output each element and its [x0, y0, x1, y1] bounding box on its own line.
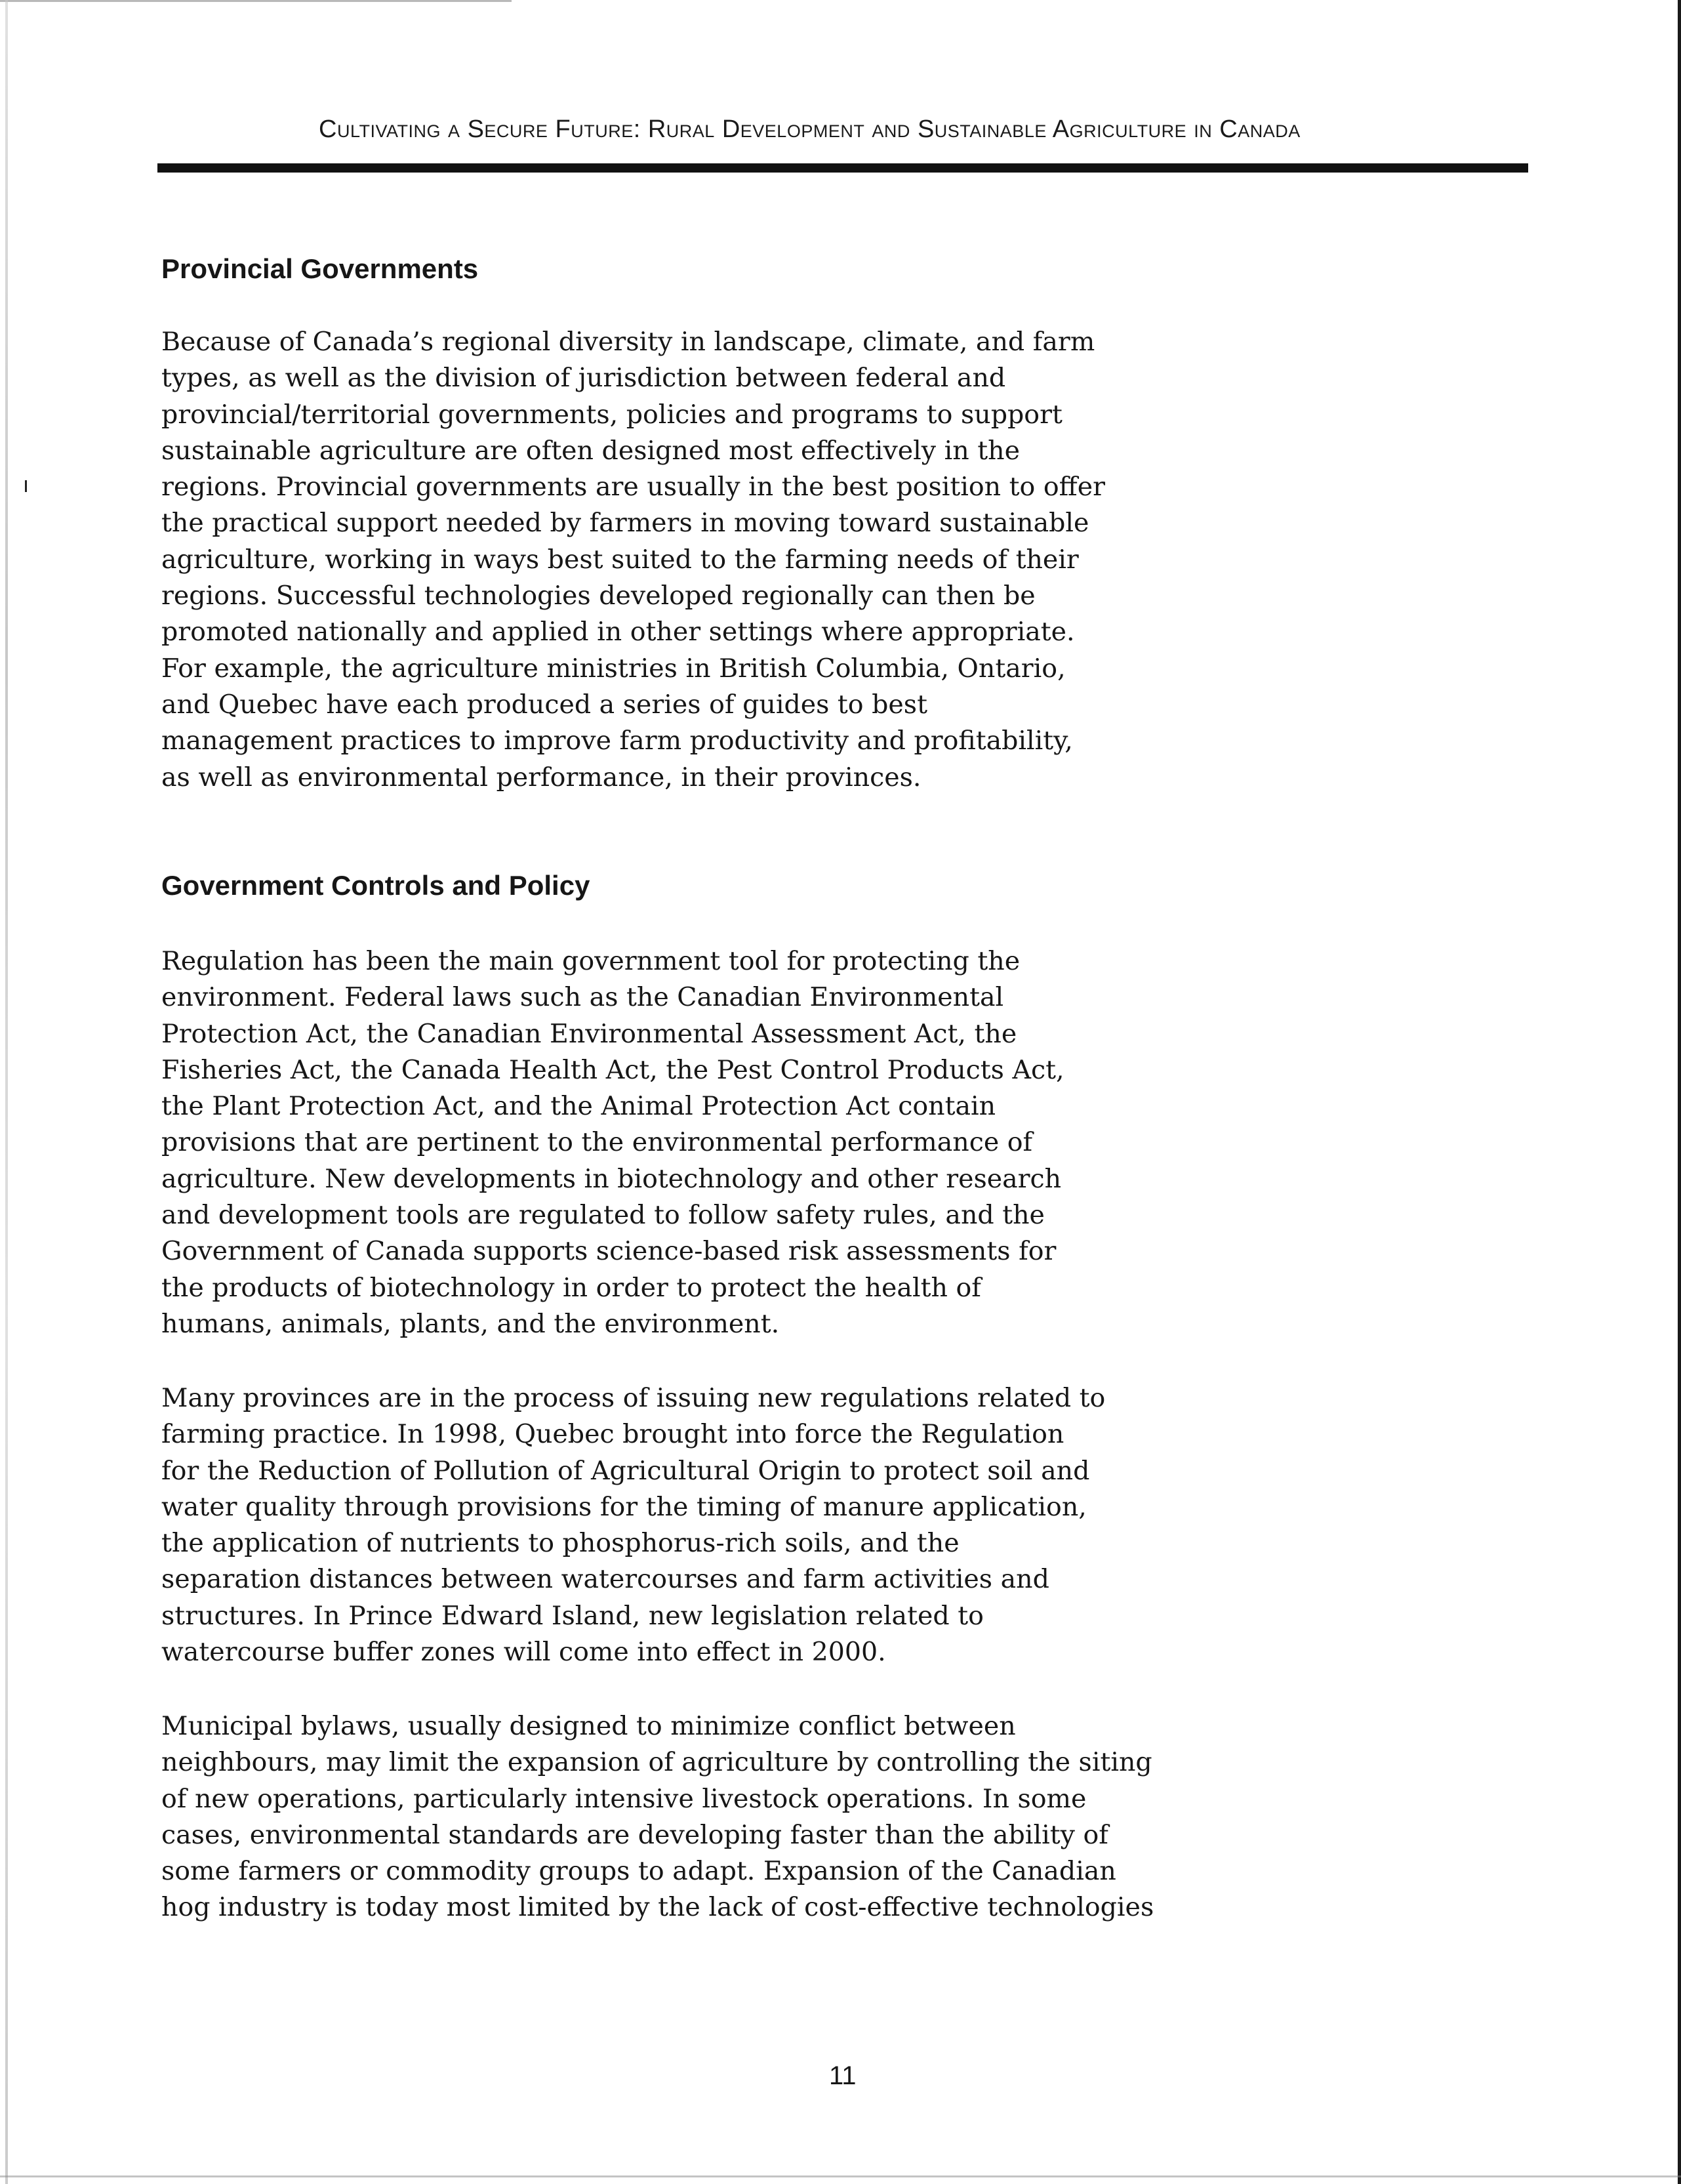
text-line: provincial/territorial governments, policies and programs to support: [161, 399, 1063, 430]
text-line: regions. Provincial governments are usually in the best position to offer: [161, 472, 1105, 503]
text-line: the Plant Protection Act, and the Animal Protection Act contain: [161, 1091, 996, 1122]
text-line: agriculture, working in ways best suited to the farming needs of their: [161, 544, 1079, 575]
text-line: Fisheries Act, the Canada Health Act, the Pest Control Products Act,: [161, 1054, 1064, 1085]
text-line: agriculture. New developments in biotechnology and other research: [161, 1163, 1062, 1194]
text-line: farming practice. In 1998, Quebec brought into force the Regulation: [161, 1419, 1064, 1450]
page-number: 11: [829, 2061, 857, 2090]
header-rule: [157, 163, 1528, 173]
text-line: cases, environmental standards are developing faster than the ability of: [161, 1819, 1108, 1850]
paragraph-provincial-1: [161, 324, 1158, 796]
text-line: Regulation has been the main government tool for protecting the: [161, 946, 1021, 976]
text-line: environment. Federal laws such as the Canadian Environmental: [161, 982, 1004, 1013]
text-line: management practices to improve farm productivity and profitability,: [161, 726, 1073, 756]
text-line: Many provinces are in the process of issuing new regulations related to: [161, 1383, 1106, 1413]
text-line: watercourse buffer zones will come into effect in 2000.: [161, 1637, 886, 1668]
text-line: of new operations, particularly intensive livestock operations. In some: [161, 1783, 1087, 1814]
text-line: separation distances between watercourses and farm activities and: [161, 1564, 1049, 1595]
paragraph-controls-1: [161, 943, 1158, 1342]
scan-edge-right: [1678, 0, 1681, 2184]
section-heading-provincial-governments: Provincial Governments: [161, 253, 479, 284]
scan-edge-bottom: [0, 2175, 1681, 2177]
paragraph-controls-3: [161, 1708, 1158, 1926]
text-line: water quality through provisions for the timing of manure application,: [161, 1491, 1087, 1522]
text-line: structures. In Prince Edward Island, new legislation related to: [161, 1600, 984, 1631]
text-line: the practical support needed by farmers in moving toward sustainable: [161, 508, 1089, 539]
text-line: regions. Successful technologies developed regionally can then be: [161, 581, 1036, 611]
text-line: types, as well as the division of jurisdiction between federal and: [161, 363, 1006, 394]
text-line: neighbours, may limit the expansion of agriculture by controlling the siting: [161, 1747, 1152, 1778]
text-line: and Quebec have each produced a series of guides to best: [161, 689, 927, 720]
text-line: Government of Canada supports science-based risk assessments for: [161, 1236, 1057, 1267]
text-line: for the Reduction of Pollution of Agricultural Origin to protect soil and: [161, 1455, 1090, 1486]
text-line: promoted nationally and applied in other settings where appropriate.: [161, 617, 1075, 648]
scan-edge-left: [5, 0, 8, 2184]
text-line: hog industry is today most limited by the lack of cost-effective technologies: [161, 1892, 1154, 1923]
text-line: sustainable agriculture are often designed most effectively in the: [161, 435, 1020, 466]
text-line: humans, animals, plants, and the environment.: [161, 1308, 780, 1339]
text-line: Protection Act, the Canadian Environmental Assessment Act, the: [161, 1018, 1017, 1049]
text-line: some farmers or commodity groups to adapt. Expansion of the Canadian: [161, 1856, 1116, 1887]
scan-mark: [25, 480, 27, 492]
text-line: provisions that are pertinent to the environmental performance of: [161, 1127, 1033, 1158]
text-line: as well as environmental performance, in their provinces.: [161, 762, 922, 793]
section-heading-government-controls: Government Controls and Policy: [161, 870, 590, 901]
paragraph-controls-2: [161, 1380, 1158, 1670]
text-line: Because of Canada’s regional diversity in landscape, climate, and farm: [161, 327, 1095, 357]
text-line: Municipal bylaws, usually designed to minimize conflict between: [161, 1711, 1016, 1741]
text-line: and development tools are regulated to follow safety rules, and the: [161, 1200, 1045, 1231]
text-line: the products of biotechnology in order to protect the health of: [161, 1272, 981, 1303]
running-header: Cultivating a Secure Future: Rural Development and Sustainable Agriculture in Canada: [319, 115, 1301, 143]
scan-edge-top: [0, 0, 512, 2]
text-line: For example, the agriculture ministries in British Columbia, Ontario,: [161, 653, 1066, 684]
text-line: the application of nutrients to phosphorus-rich soils, and the: [161, 1528, 960, 1559]
